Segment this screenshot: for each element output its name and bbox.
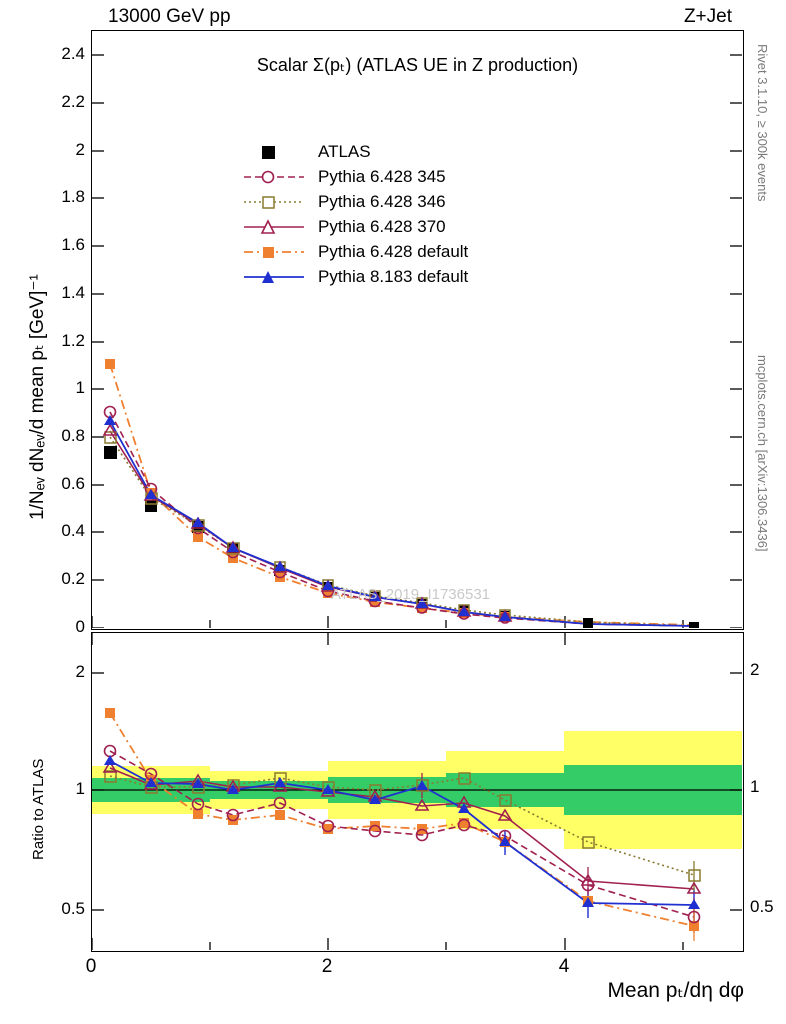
- series-markers-pythia6-default: [105, 359, 510, 622]
- header-beam-label: 13000 GeV pp: [108, 6, 231, 27]
- legend-key-atlas: [242, 142, 306, 162]
- legend-label-atlas: ATLAS: [318, 141, 371, 161]
- legend: [242, 139, 468, 289]
- main-plot-panel: [91, 30, 744, 630]
- legend-key-pythia8-default: [242, 267, 306, 287]
- ytick-0.6: 0.6: [61, 474, 85, 493]
- ratio-ytick-1-right: 1: [750, 777, 760, 796]
- legend-label-pythia6-370: Pythia 6.428 370: [318, 216, 446, 236]
- legend-entry-pythia6-default[interactable]: [242, 239, 468, 264]
- ratio-ytick-2-left: 2: [75, 662, 85, 681]
- mcplots-caption: mcplots.cern.ch [arXiv:1306.3436]: [755, 355, 770, 552]
- ratio-y-axis-labels-right: [750, 632, 786, 952]
- ytick-0.2: 0.2: [61, 569, 85, 588]
- legend-entry-atlas[interactable]: [242, 139, 468, 164]
- legend-entry-pythia6-370[interactable]: [242, 214, 468, 239]
- ytick-2: 2: [75, 140, 85, 159]
- ytick-1.4: 1.4: [61, 283, 85, 302]
- legend-key-pythia6-345: [242, 167, 306, 187]
- xtick-2: 2: [321, 956, 333, 977]
- xtick-4: 4: [558, 956, 570, 977]
- ytick-2.2: 2.2: [61, 92, 85, 111]
- plot-title: Scalar Σ(pₜ) (ATLAS UE in Z production): [256, 55, 579, 75]
- ytick-1.8: 1.8: [61, 187, 85, 206]
- ratio-ytick-1-left: 1: [75, 779, 85, 798]
- legend-label-pythia8-default: Pythia 8.183 default: [318, 266, 469, 286]
- ytick-0: 0: [75, 617, 85, 636]
- main-y-axis-title: 1/Nₑᵥ dNₑᵥ/d mean pₜ [GeV]⁻¹: [27, 274, 48, 520]
- legend-entry-pythia6-345[interactable]: [242, 164, 468, 189]
- legend-entry-pythia6-346[interactable]: [242, 189, 468, 214]
- main-plot-svg: [92, 31, 742, 628]
- legend-label-pythia6-345: Pythia 6.428 345: [318, 166, 446, 186]
- ytick-1.2: 1.2: [61, 331, 85, 350]
- ratio-ytick-2-right: 2: [750, 660, 760, 679]
- legend-label-pythia6-default: Pythia 6.428 default: [318, 241, 469, 261]
- legend-label-pythia6-346: Pythia 6.428 346: [318, 191, 446, 211]
- ytick-2.4: 2.4: [61, 44, 85, 63]
- header-process-label: Z+Jet: [683, 6, 732, 27]
- x-axis-title: Mean pₜ/dη dφ: [607, 979, 744, 1002]
- ytick-0.8: 0.8: [61, 426, 85, 445]
- ytick-0.4: 0.4: [61, 521, 85, 540]
- legend-entry-pythia8-default[interactable]: [242, 264, 468, 289]
- legend-key-pythia6-default: [242, 242, 306, 262]
- ratio-y-axis-title: Ratio to ATLAS: [30, 758, 47, 860]
- watermark: ATLAS_2019_I1736531: [331, 586, 491, 603]
- legend-key-pythia6-346: [242, 192, 306, 212]
- ratio-ytick-0.5-left: 0.5: [61, 899, 85, 918]
- xtick-0: 0: [85, 956, 97, 977]
- ratio-ytick-0.5-right: 0.5: [750, 897, 774, 916]
- ratio-plot-svg: [92, 633, 742, 950]
- ratio-plot-panel: [91, 632, 744, 952]
- ytick-1.6: 1.6: [61, 235, 85, 254]
- rivet-caption: Rivet 3.1.10, ≥ 300k events: [755, 44, 770, 202]
- legend-key-pythia6-370: [242, 217, 306, 237]
- ytick-1: 1: [75, 378, 85, 397]
